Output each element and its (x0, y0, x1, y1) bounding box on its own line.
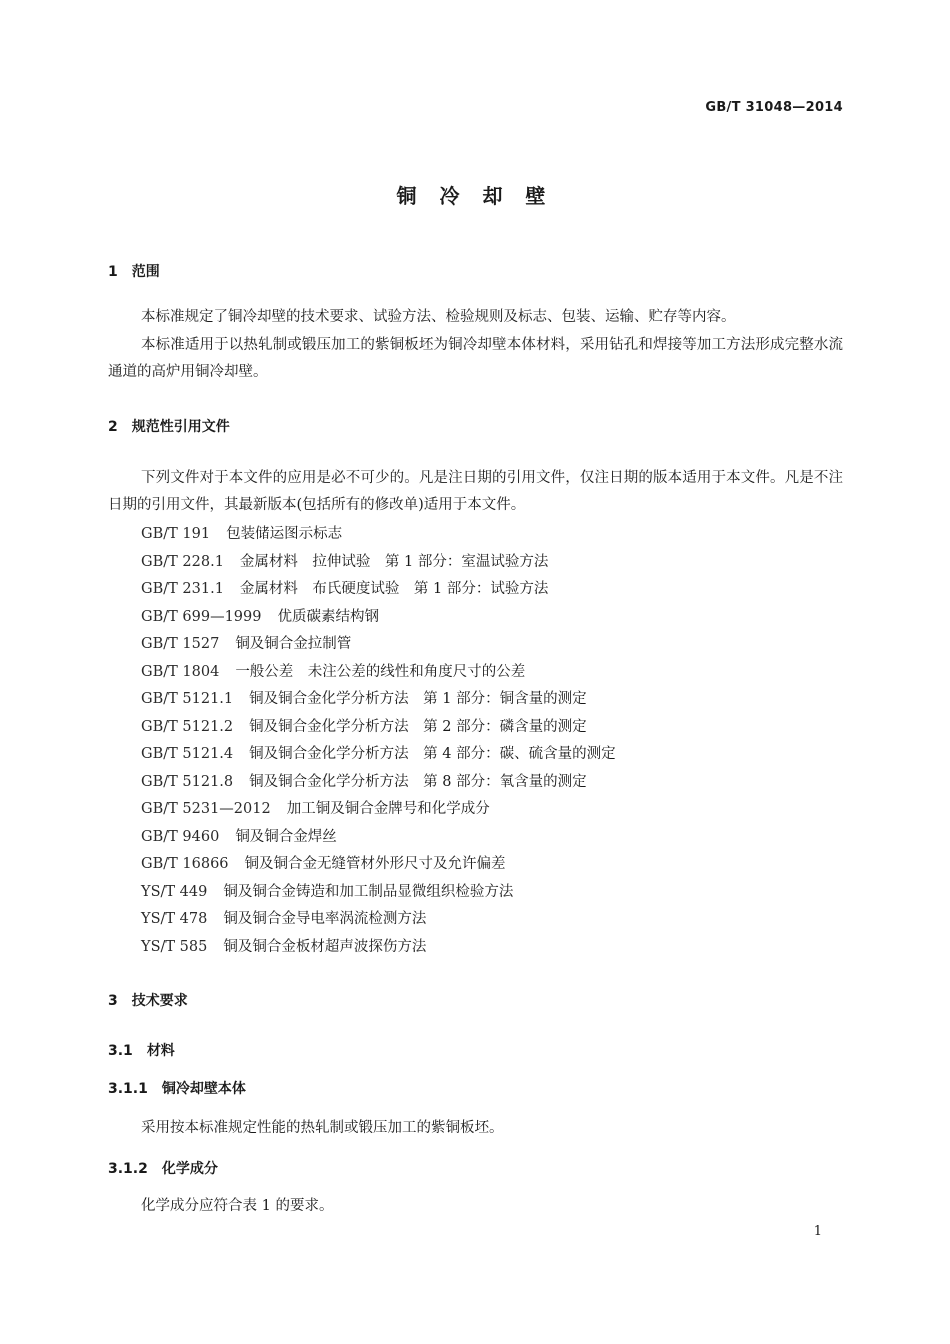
section-1-paragraph-2: 本标准适用于以热轧制或锻压加工的紫铜板坯为铜冷却壁本体材料，采用钻孔和焊接等加工方法形成完整水流通道的高炉用铜冷却壁。 (108, 337, 843, 380)
reference-title: 铜及铜合金铸造和加工制品显微组织检验方法 (223, 883, 514, 900)
reference-title: 一般公差 未注公差的线性和角度尺寸的公差 (235, 663, 526, 680)
reference-code: GB/T 231.1 (141, 581, 224, 597)
section-title: 技术要求 (131, 993, 188, 1009)
normative-references-list (141, 521, 616, 961)
reference-code: GB/T 228.1 (141, 553, 224, 570)
reference-item (141, 879, 616, 907)
reference-title: 优质碳素结构钢 (277, 608, 379, 625)
section-2-heading (108, 416, 230, 436)
reference-item (141, 769, 616, 797)
reference-title: 金属材料 拉伸试验 第 1 部分：室温试验方法 (239, 553, 549, 570)
reference-title: 铜及铜合金无缝管材外形尺寸及允许偏差 (244, 856, 506, 872)
reference-title: 铜及铜合金板材超声波探伤方法 (223, 938, 427, 955)
reference-item (141, 824, 616, 852)
reference-code: YS/T 478 (141, 911, 208, 927)
reference-code: YS/T 585 (141, 938, 208, 955)
reference-code: GB/T 5121.4 (141, 746, 234, 762)
reference-item (141, 851, 616, 879)
reference-code: GB/T 5121.1 (141, 691, 234, 707)
reference-title: 包装储运图示标志 (226, 526, 343, 542)
document-title: 铜 冷 却 壁 (396, 184, 554, 208)
section-3-1-2-paragraph: 化学成分应符合表 1 的要求。 (141, 1198, 334, 1214)
section-title: 铜冷却壁本体 (161, 1081, 246, 1097)
reference-title: 铜及铜合金导电率涡流检测方法 (223, 911, 427, 927)
section-3-1-1-heading (108, 1078, 246, 1098)
section-number: 3 (108, 993, 118, 1009)
reference-item (141, 686, 616, 714)
reference-title: 铜及铜合金化学分析方法 第 1 部分：铜含量的测定 (249, 691, 587, 707)
reference-item (141, 934, 616, 962)
section-number: 3.1 (108, 1043, 133, 1059)
reference-item (141, 576, 616, 604)
reference-title: 加工铜及铜合金牌号和化学成分 (286, 801, 490, 817)
section-2-paragraph-1: 下列文件对于本文件的应用是必不可少的。凡是注日期的引用文件，仅注日期的版本适用于本文件。凡是不注日期的引用文件，其最新版本(包括所有的修改单)适用于本文件。 (108, 470, 843, 513)
reference-code: GB/T 699—1999 (141, 608, 262, 625)
reference-title: 铜及铜合金化学分析方法 第 4 部分：碳、硫含量的测定 (249, 746, 616, 762)
section-3-1-1-paragraph: 采用按本标准规定性能的热轧制或锻压加工的紫铜板坯。 (141, 1120, 504, 1136)
page-number: 1 (813, 1224, 822, 1239)
reference-code: GB/T 1804 (141, 663, 220, 680)
reference-item (141, 659, 616, 687)
section-3-heading (108, 990, 188, 1010)
reference-code: GB/T 9460 (141, 828, 220, 845)
reference-item (141, 796, 616, 824)
section-number: 2 (108, 419, 118, 435)
reference-code: GB/T 1527 (141, 636, 220, 652)
reference-item (141, 549, 616, 577)
reference-code: GB/T 16866 (141, 856, 229, 872)
reference-item (141, 521, 616, 549)
reference-code: GB/T 5121.2 (141, 718, 234, 735)
section-title: 材料 (146, 1043, 175, 1059)
reference-item (141, 631, 616, 659)
section-number: 3.1.1 (108, 1081, 148, 1097)
reference-code: GB/T 5231—2012 (141, 801, 271, 817)
reference-title: 铜及铜合金化学分析方法 第 8 部分：氧含量的测定 (249, 773, 587, 790)
reference-title: 铜及铜合金焊丝 (235, 828, 337, 845)
section-title: 规范性引用文件 (131, 419, 230, 435)
reference-title: 铜及铜合金拉制管 (235, 636, 352, 652)
section-title: 化学成分 (161, 1161, 218, 1177)
reference-title: 铜及铜合金化学分析方法 第 2 部分：磷含量的测定 (249, 718, 587, 735)
reference-item (141, 906, 616, 934)
section-number: 3.1.2 (108, 1161, 148, 1177)
section-3-1-2-heading (108, 1158, 218, 1178)
section-3-1-heading (108, 1040, 175, 1060)
section-title: 范围 (131, 264, 160, 280)
standard-code: GB/T 31048—2014 (705, 100, 843, 115)
section-1-heading (108, 261, 160, 281)
reference-item (141, 604, 616, 632)
reference-code: YS/T 449 (141, 883, 208, 900)
reference-code: GB/T 191 (141, 526, 211, 542)
reference-title: 金属材料 布氏硬度试验 第 1 部分：试验方法 (239, 581, 549, 597)
section-number: 1 (108, 264, 118, 280)
reference-code: GB/T 5121.8 (141, 773, 234, 790)
reference-item (141, 741, 616, 769)
reference-item (141, 714, 616, 742)
section-1-paragraph-1: 本标准规定了铜冷却壁的技术要求、试验方法、检验规则及标志、包装、运输、贮存等内容。 (141, 309, 736, 325)
